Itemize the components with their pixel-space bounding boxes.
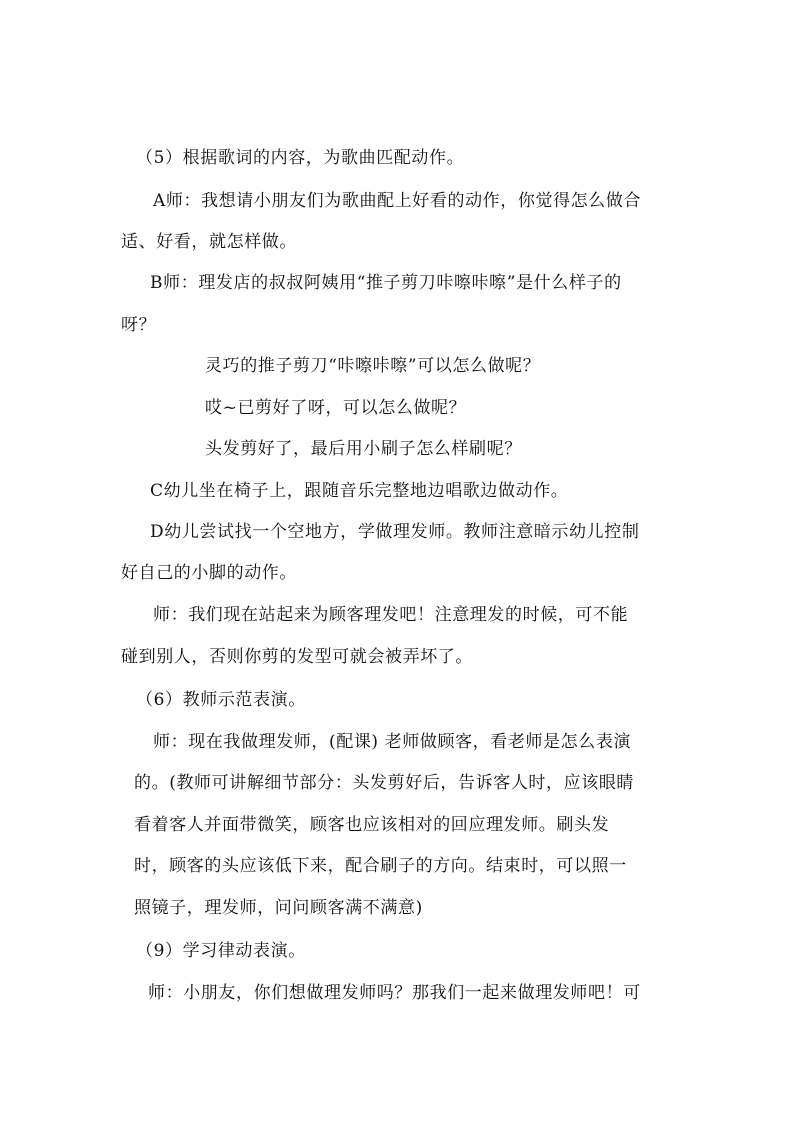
paragraph-line: 师：现在我做理发师，(配课) 老师做顾客，看老师是怎么表演 xyxy=(153,732,632,752)
paragraph-line: 呀？ xyxy=(121,315,157,335)
paragraph-line: A师：我想请小朋友们为歌曲配上好看的动作，你觉得怎么做合 xyxy=(153,191,642,211)
paragraph-line: C幼儿坐在椅子上，跟随音乐完整地边唱歌边做动作。 xyxy=(150,481,569,501)
paragraph-line: D幼儿尝试找一个空地方，学做理发师。教师注意暗示幼儿控制 xyxy=(150,522,640,542)
paragraph-line: 的。(教师可讲解细节部分：头发剪好后，告诉客人时，应该眼睛 xyxy=(134,773,635,793)
indented-line: 头发剪好了，最后用小刷子怎么样刷呢？ xyxy=(205,439,522,459)
section-heading-9: （9）学习律动表演。 xyxy=(136,941,306,961)
paragraph-line: 适、好看，就怎样做。 xyxy=(121,232,297,252)
paragraph-line: 时，顾客的头应该低下来，配合刷子的方向。结束时，可以照一 xyxy=(134,856,627,876)
paragraph-line: 师：我们现在站起来为顾客理发吧！注意理发的时候，可不能 xyxy=(153,605,629,625)
section-heading-6: （6）教师示范表演。 xyxy=(136,690,306,710)
indented-line: 灵巧的推子剪刀“咔嚓咔嚓”可以怎么做呢？ xyxy=(205,356,541,376)
indented-line: 哎~已剪好了呀，可以怎么做呢？ xyxy=(205,398,467,418)
paragraph-line: 师：小朋友，你们想做理发师吗？那我们一起来做理发师吧！可 xyxy=(148,983,641,1003)
paragraph-line: 好自己的小脚的动作。 xyxy=(121,563,297,583)
section-heading-5: （5）根据歌词的内容，为歌曲匹配动作。 xyxy=(136,148,465,168)
paragraph-line: 照镜子，理发师，问问顾客满不满意) xyxy=(134,898,423,918)
paragraph-line: 碰到别人，否则你剪的发型可就会被弄坏了。 xyxy=(121,647,473,667)
paragraph-line: 看着客人并面带微笑，顾客也应该相对的回应理发师。刷头发 xyxy=(134,815,610,835)
paragraph-line: B师：理发店的叔叔阿姨用“推子剪刀咔嚓咔嚓”是什么样子的 xyxy=(150,273,622,293)
